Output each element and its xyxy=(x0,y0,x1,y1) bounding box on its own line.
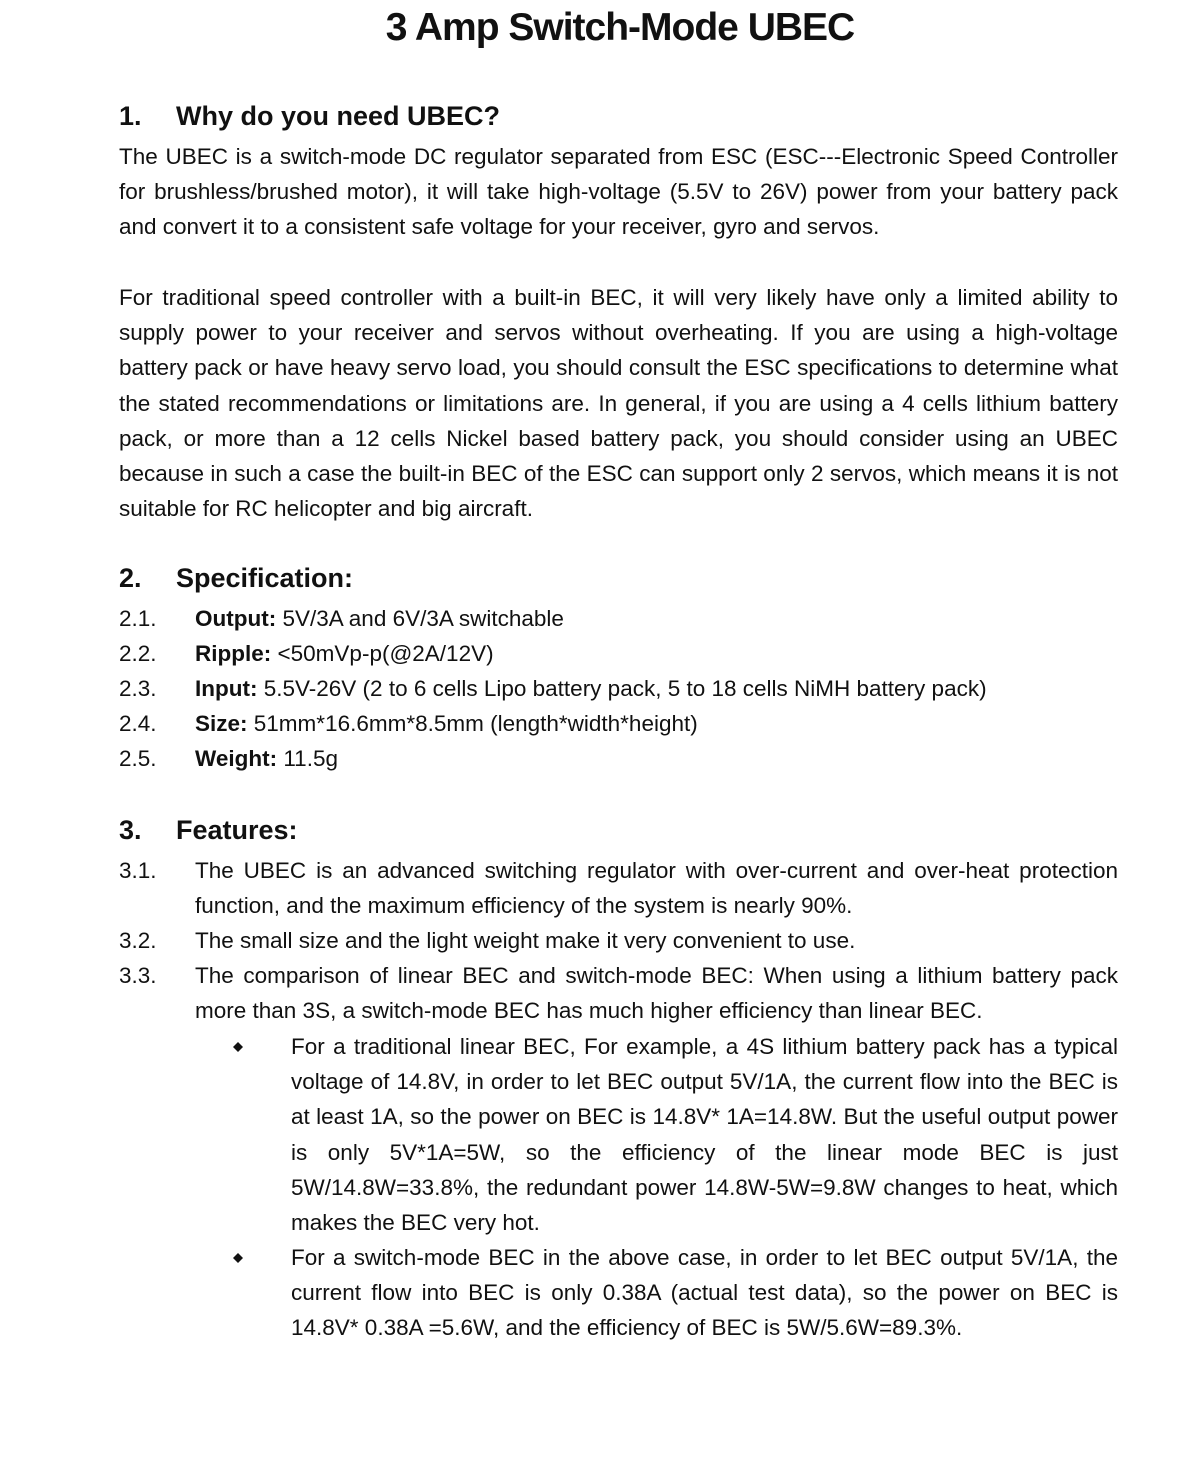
item-number: 2.5. xyxy=(119,746,157,771)
item-number: 3.3. xyxy=(119,963,157,988)
spec-value: 11.5g xyxy=(283,746,338,771)
section-title: Why do you need UBEC? xyxy=(176,101,500,131)
diamond-bullet-icon xyxy=(233,1253,243,1263)
spec-label: Size: xyxy=(195,711,248,736)
section-1-heading xyxy=(119,101,500,132)
bullet-text: For a switch-mode BEC in the above case, in order to let BEC output 5V/1A, the current flow into BEC is only 0.38A (actual test data), so the power on BEC is 14.8V* 0.38A =5.6W, and the efficiency of BEC is 5W/5.6W=89.3%. xyxy=(291,1245,1118,1341)
section-number: 1. xyxy=(119,101,142,131)
item-number: 2.3. xyxy=(119,676,157,701)
section-3-heading xyxy=(119,815,298,846)
feature-text: The UBEC is an advanced switching regulator with over-current and over-heat protection function, and the maximum efficiency of the system is nearly 90%. xyxy=(195,858,1118,919)
section-number: 3. xyxy=(119,815,142,845)
item-number: 2.2. xyxy=(119,641,157,666)
section-1-paragraph-1: The UBEC is a switch-mode DC regulator separated from ESC (ESC---Electronic Speed Controller for brushless/brushed motor), it will take high-voltage (5.5V to 26V) power from your battery pack and convert it to a consistent safe voltage for your receiver, gyro and servos. xyxy=(119,144,1118,240)
item-number: 2.1. xyxy=(119,606,157,631)
item-number: 3.2. xyxy=(119,928,157,953)
spec-value: <50mVp-p(@2A/12V) xyxy=(277,641,494,666)
spec-value: 5V/3A and 6V/3A switchable xyxy=(282,606,564,631)
spec-value: 5.5V-26V (2 to 6 cells Lipo battery pack, 5 to 18 cells NiMH battery pack) xyxy=(263,676,987,701)
feature-text: The comparison of linear BEC and switch-mode BEC: When using a lithium battery pack more than 3S, a switch-mode BEC has much higher efficiency than linear BEC. xyxy=(195,963,1118,1024)
diamond-bullet-icon xyxy=(233,1042,243,1052)
spec-label: Input: xyxy=(195,676,258,701)
section-title: Features: xyxy=(176,815,298,845)
section-title: Specification: xyxy=(176,563,354,593)
spec-label: Weight: xyxy=(195,746,278,771)
item-number: 2.4. xyxy=(119,711,157,736)
spec-value: 51mm*16.6mm*8.5mm (length*width*height) xyxy=(253,711,698,736)
spec-label: Ripple: xyxy=(195,641,272,666)
section-2-heading xyxy=(119,563,353,594)
item-number: 3.1. xyxy=(119,858,157,883)
section-number: 2. xyxy=(119,563,142,593)
bullet-text: For a traditional linear BEC, For example, a 4S lithium battery pack has a typical voltage of 14.8V, in order to let BEC output 5V/1A, the current flow into the BEC is at least 1A, so the power on BEC is 14.8V* 1A=14.8W. But the useful output power is only 5V*1A=5W, so the efficiency of the linear mode BEC is just 5W/14.8W=33.8%, the redundant power 14.8W-5W=9.8W changes to heat, which makes the BEC very hot. xyxy=(291,1034,1118,1236)
spec-label: Output: xyxy=(195,606,277,631)
section-1-paragraph-2: For traditional speed controller with a built-in BEC, it will very likely have only a limited ability to supply power to your receiver and servos without overheating. If you are using a high-voltage battery pack or have heavy servo load, you should consult the ESC specifications to determine what the stated recommendations or limitations are. In general, if you are using a 4 cells lithium battery pack, or more than a 12 cells Nickel based battery pack, you should consider using an UBEC because in such a case the built-in BEC of the ESC can support only 2 servos, which means it is not suitable for RC helicopter and big aircraft. xyxy=(119,285,1118,522)
feature-text: The small size and the light weight make it very convenient to use. xyxy=(195,928,856,953)
page-title: 3 Amp Switch-Mode UBEC xyxy=(385,6,855,49)
